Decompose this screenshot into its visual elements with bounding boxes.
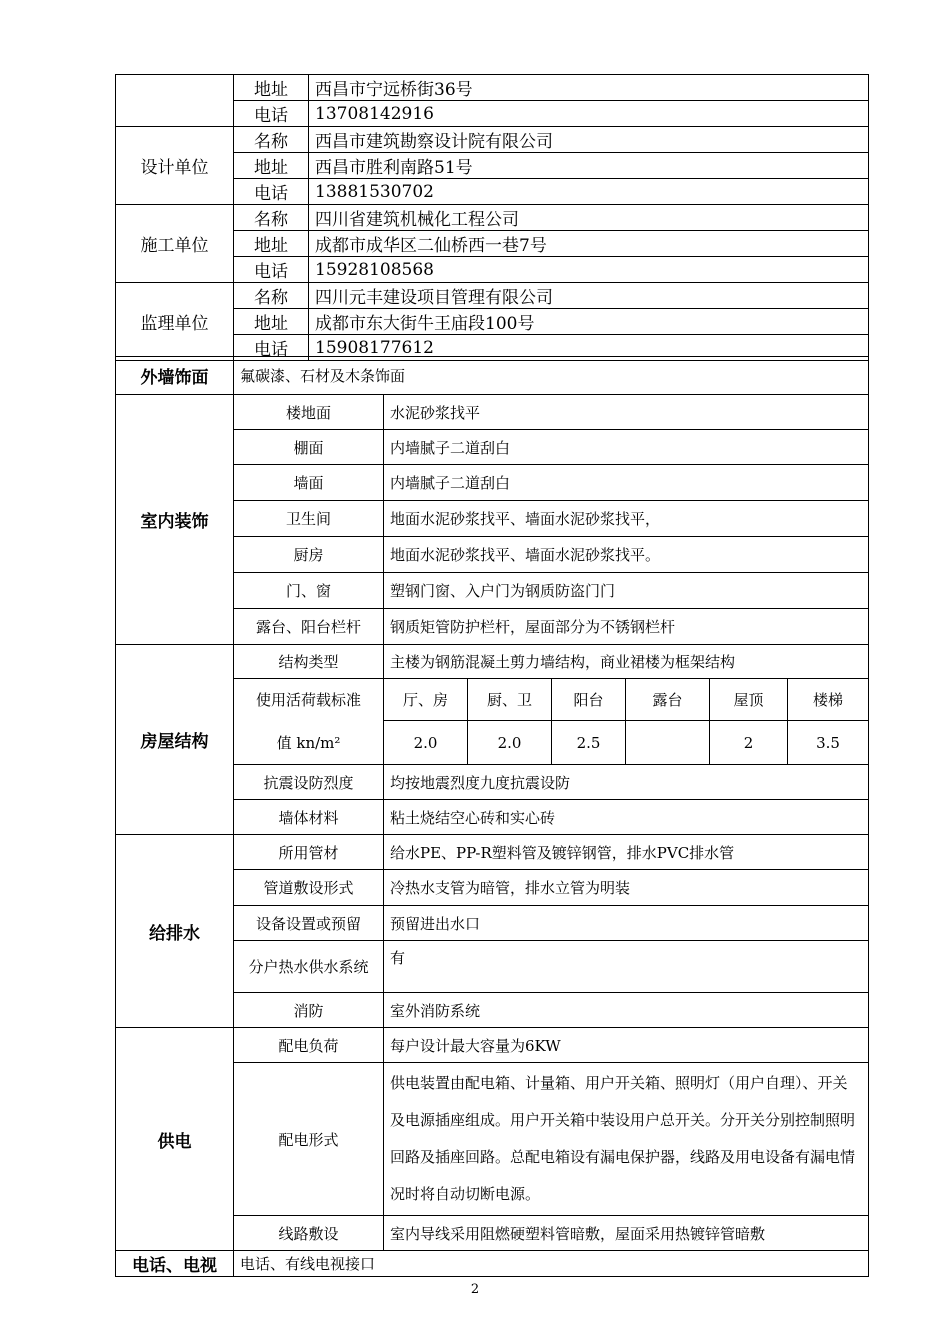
load-header: 厅、房	[384, 679, 468, 721]
name-label: 名称	[234, 205, 309, 231]
load-value: 2.0	[468, 721, 552, 765]
table-row	[116, 75, 869, 101]
name-label: 名称	[234, 127, 309, 153]
telecom-value: 电话、有线电视接口	[234, 1251, 869, 1277]
power-load-value: 每户设计最大容量为6KW	[384, 1028, 869, 1063]
wall-value: 粘土烧结空心砖和实心砖	[384, 800, 869, 835]
interior-label: 墙面	[234, 465, 384, 501]
table-row	[116, 395, 869, 430]
owner-address: 西昌市宁远桥街36号	[309, 75, 869, 101]
load-header: 屋顶	[710, 679, 788, 721]
interior-label: 卫生间	[234, 501, 384, 537]
table-row	[116, 127, 869, 153]
address-label: 地址	[234, 231, 309, 257]
water-value: 给水PE、PP-R塑料管及镀锌钢管，排水PVC排水管	[384, 835, 869, 870]
water-value: 有	[384, 941, 869, 993]
water-value: 冷热水支管为暗管，排水立管为明装	[384, 870, 869, 906]
structure-type-value: 主楼为钢筋混凝土剪力墙结构，商业裙楼为框架结构	[384, 645, 869, 679]
load-value: 2	[710, 721, 788, 765]
interior-label: 门、窗	[234, 573, 384, 609]
phone-label: 电话	[234, 101, 309, 127]
supervision-unit-heading: 监理单位	[116, 283, 234, 361]
telecom-heading: 电话、电视	[116, 1251, 234, 1277]
construction-name: 四川省建筑机械化工程公司	[309, 205, 869, 231]
structure-type-label: 结构类型	[234, 645, 384, 679]
seismic-label: 抗震设防烈度	[234, 765, 384, 800]
name-label: 名称	[234, 283, 309, 309]
water-label: 设备设置或预留	[234, 906, 384, 941]
phone-label: 电话	[234, 257, 309, 283]
water-value: 预留进出水口	[384, 906, 869, 941]
interior-value: 塑钢门窗、入户门为钢质防盗门门	[384, 573, 869, 609]
supervision-name: 四川元丰建设项目管理有限公司	[309, 283, 869, 309]
load-value	[626, 721, 710, 765]
load-label-bottom: 值 kn/m²	[234, 721, 384, 765]
exterior-value: 氟碳漆、石材及木条饰面	[234, 357, 869, 395]
interior-label: 露台、阳台栏杆	[234, 609, 384, 645]
interior-label: 棚面	[234, 430, 384, 465]
interior-value: 水泥砂浆找平	[384, 395, 869, 430]
wall-label: 墙体材料	[234, 800, 384, 835]
water-label: 消防	[234, 993, 384, 1028]
table-row	[116, 1028, 869, 1063]
water-value: 室外消防系统	[384, 993, 869, 1028]
owner-unit-cell	[116, 75, 234, 127]
units-table	[115, 74, 869, 361]
table-row	[116, 835, 869, 870]
interior-heading: 室内装饰	[116, 395, 234, 645]
interior-value: 钢质矩管防护栏杆，屋面部分为不锈钢栏杆	[384, 609, 869, 645]
seismic-value: 均按地震烈度九度抗震设防	[384, 765, 869, 800]
supervision-address: 成都市东大街牛王庙段100号	[309, 309, 869, 335]
water-heading: 给排水	[116, 835, 234, 1028]
address-label: 地址	[234, 153, 309, 179]
table-row	[116, 645, 869, 679]
address-label: 地址	[234, 309, 309, 335]
interior-value: 地面水泥砂浆找平、墙面水泥砂浆找平，	[384, 501, 869, 537]
load-value: 3.5	[788, 721, 869, 765]
structure-heading: 房屋结构	[116, 645, 234, 835]
design-phone: 13881530702	[309, 179, 869, 205]
table-row	[116, 357, 869, 395]
address-label: 地址	[234, 75, 309, 101]
load-value: 2.0	[384, 721, 468, 765]
load-header: 阳台	[552, 679, 626, 721]
load-header: 厨、卫	[468, 679, 552, 721]
interior-value: 内墙腻子二道刮白	[384, 465, 869, 501]
table-row	[116, 283, 869, 309]
power-form-label: 配电形式	[234, 1063, 384, 1216]
power-heading: 供电	[116, 1028, 234, 1251]
power-form-value: 供电装置由配电箱、计量箱、用户开关箱、照明灯（用户自理）、开关及电源插座组成。用户开关箱中装设用户总开关。分开关分别控制照明回路及插座回路。总配电箱设有漏电保护器，线路及用电设备有漏电情况时将自动切断电源。	[384, 1063, 869, 1216]
interior-value: 内墙腻子二道刮白	[384, 430, 869, 465]
water-label: 所用管材	[234, 835, 384, 870]
table-row	[116, 1251, 869, 1277]
construction-phone: 15928108568	[309, 257, 869, 283]
power-line-value: 室内导线采用阻燃硬塑料管暗敷，屋面采用热镀锌管暗敷	[384, 1216, 869, 1251]
design-unit-heading: 设计单位	[116, 127, 234, 205]
interior-label: 厨房	[234, 537, 384, 573]
interior-value: 地面水泥砂浆找平、墙面水泥砂浆找平。	[384, 537, 869, 573]
load-value: 2.5	[552, 721, 626, 765]
phone-label: 电话	[234, 179, 309, 205]
power-line-label: 线路敷设	[234, 1216, 384, 1251]
water-label: 管道敷设形式	[234, 870, 384, 906]
construction-address: 成都市成华区二仙桥西一巷7号	[309, 231, 869, 257]
exterior-heading: 外墙饰面	[116, 357, 234, 395]
supervision-phone: 15908177612	[309, 335, 869, 361]
load-header: 楼梯	[788, 679, 869, 721]
power-load-label: 配电负荷	[234, 1028, 384, 1063]
phone-label: 电话	[234, 335, 309, 361]
owner-phone: 13708142916	[309, 101, 869, 127]
load-header: 露台	[626, 679, 710, 721]
table-row	[116, 205, 869, 231]
load-label-top: 使用活荷载标准	[234, 679, 384, 721]
water-label: 分户热水供水系统	[234, 941, 384, 993]
design-address: 西昌市胜利南路51号	[309, 153, 869, 179]
construction-unit-heading: 施工单位	[116, 205, 234, 283]
interior-label: 楼地面	[234, 395, 384, 430]
design-name: 西昌市建筑勘察设计院有限公司	[309, 127, 869, 153]
page-number: 2	[470, 1282, 480, 1297]
specs-table	[115, 356, 869, 1277]
